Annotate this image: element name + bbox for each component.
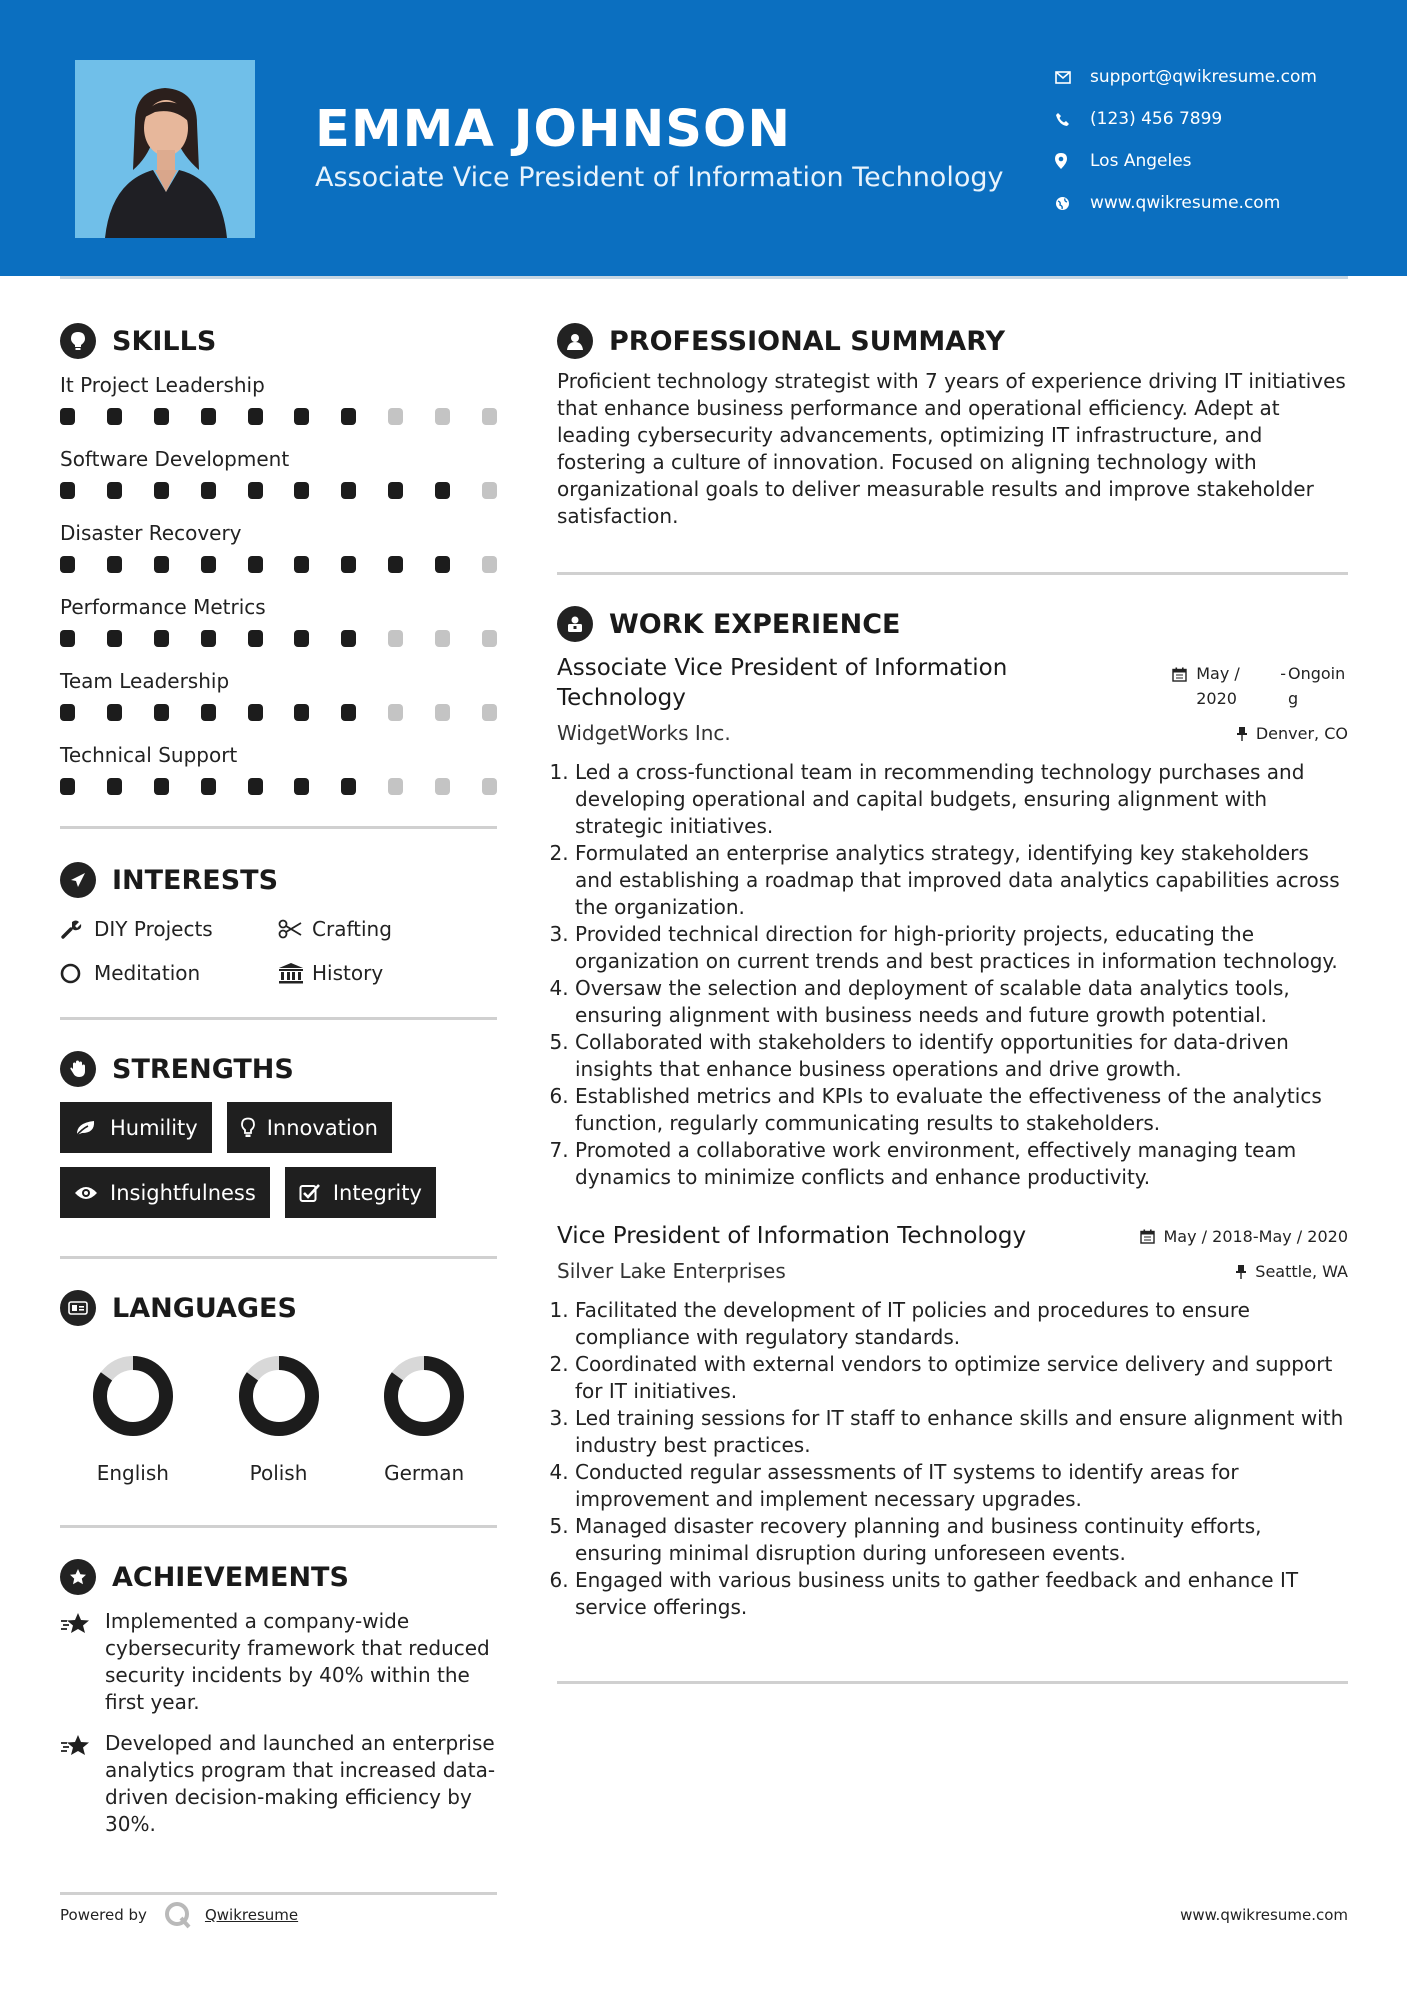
skill-dot-filled	[154, 704, 169, 721]
skill-dot-filled	[107, 556, 122, 573]
achievement-item	[60, 1730, 497, 1838]
interest-item	[278, 959, 497, 987]
job-subheader	[557, 721, 1348, 745]
skill-dot-filled	[341, 556, 356, 573]
scissors-icon	[278, 919, 312, 939]
qwikresume-logo-icon	[163, 1900, 193, 1930]
job-entry	[557, 1221, 1348, 1621]
skill-dot-filled	[294, 630, 309, 647]
circle-icon	[60, 963, 94, 984]
contact-email[interactable]	[1055, 56, 1317, 98]
briefcase-user-icon	[557, 606, 593, 642]
hand-icon	[60, 1051, 96, 1087]
strengths-heading	[60, 1050, 497, 1088]
job-bullet: 6. Established metrics and KPIs to evaluate the effectiveness of the analytics function, regularly communicating results to stakeholders.	[575, 1083, 1348, 1137]
skill-dot-filled	[388, 556, 403, 573]
skill-dot-empty	[482, 556, 497, 573]
language-item	[206, 1353, 352, 1485]
languages-heading	[60, 1289, 497, 1327]
job-date-start: May / 2020	[1196, 664, 1240, 708]
skill-name: Performance Metrics	[60, 595, 266, 619]
star-icon	[60, 1730, 105, 1838]
job-date	[1172, 653, 1348, 713]
leaf-icon	[74, 1119, 98, 1137]
bank-icon	[278, 962, 312, 984]
skill-dot-filled	[107, 704, 122, 721]
strength-label: Integrity	[332, 1180, 422, 1205]
skill-dot-empty	[482, 408, 497, 425]
skill-dot-filled	[248, 408, 263, 425]
job-title: Vice President of Information Technology	[557, 1223, 1027, 1249]
job-bullets	[557, 1297, 1348, 1621]
job-bullet: 5. Managed disaster recovery planning and business continuity efforts, ensuring minimal disruption during unforeseen events.	[575, 1513, 1348, 1567]
section-divider	[557, 1681, 1348, 1684]
skill-dot-filled	[60, 556, 75, 573]
contact-email-text: support@qwikresume.com	[1090, 67, 1317, 87]
skill-dot-filled	[294, 482, 309, 499]
contact-website-text: www.qwikresume.com	[1090, 193, 1281, 213]
skill-level-dots	[60, 474, 497, 518]
interests-heading	[60, 861, 497, 899]
job-bullet: 3. Led training sessions for IT staff to enhance skills and ensure alignment with industry best practices.	[575, 1405, 1348, 1459]
skill-dot-filled	[107, 630, 122, 647]
interest-label: Crafting	[312, 917, 392, 941]
language-level-ring	[381, 1353, 467, 1439]
summary-heading	[557, 322, 1348, 360]
powered-by-label: Powered by	[60, 1906, 147, 1924]
calendar-icon	[1140, 1229, 1155, 1244]
achievement-item	[60, 1608, 497, 1716]
experience-title: WORK EXPERIENCE	[609, 608, 901, 640]
skill-dot-filled	[341, 778, 356, 795]
star-badge-icon	[60, 1559, 96, 1595]
skill-dot-empty	[388, 408, 403, 425]
skill-dot-empty	[482, 630, 497, 647]
job-title: Associate Vice President of Information Technology	[557, 655, 1008, 711]
skill-dot-filled	[248, 556, 263, 573]
skill-dot-filled	[201, 704, 216, 721]
job-subheader	[557, 1259, 1348, 1283]
interest-label: History	[312, 961, 384, 985]
job-bullet: 2. Coordinated with external vendors to optimize service delivery and support for IT initiatives.	[575, 1351, 1348, 1405]
skill-dot-filled	[435, 482, 450, 499]
skill-dot-filled	[248, 778, 263, 795]
envelope-icon	[1055, 71, 1090, 84]
job-bullet: 5. Collaborated with stakeholders to identify opportunities for data-driven insights that enhance business operations and drive growth.	[575, 1029, 1348, 1083]
phone-icon	[1055, 112, 1090, 127]
skill-dot-filled	[294, 556, 309, 573]
profile-photo-image	[75, 60, 255, 238]
skill-dot-filled	[248, 704, 263, 721]
candidate-name: EMMA JOHNSON	[315, 100, 792, 159]
pushpin-icon	[1236, 726, 1248, 741]
experience-heading	[557, 605, 1348, 643]
language-item	[60, 1353, 206, 1485]
skill-dot-filled	[341, 704, 356, 721]
globe-icon	[1055, 196, 1090, 211]
resume-header	[0, 0, 1407, 276]
job-location-text: Seattle, WA	[1255, 1261, 1348, 1281]
section-divider	[60, 1892, 497, 1895]
wrench-icon	[60, 918, 94, 940]
skill-dot-filled	[107, 778, 122, 795]
id-card-icon	[60, 1290, 96, 1326]
job-entry	[557, 653, 1348, 1191]
skill-dot-empty	[388, 778, 403, 795]
skill-name: Technical Support	[60, 743, 238, 767]
skill-level-dots	[60, 622, 497, 666]
languages-list	[60, 1353, 497, 1485]
skill-dot-empty	[435, 778, 450, 795]
section-divider	[60, 826, 497, 829]
header-divider	[60, 276, 1348, 279]
skill-level-dots	[60, 400, 497, 444]
star-icon	[60, 1608, 105, 1716]
section-divider	[60, 1525, 497, 1528]
skill-dot-filled	[201, 556, 216, 573]
strength-tag	[60, 1167, 270, 1218]
skill-dot-filled	[435, 556, 450, 573]
skill-dot-filled	[248, 630, 263, 647]
skills-title: SKILLS	[112, 325, 217, 357]
interest-item	[60, 915, 278, 943]
skill-dot-filled	[201, 630, 216, 647]
skill-level-dots	[60, 770, 497, 814]
left-column	[60, 322, 497, 1838]
strength-label: Innovation	[266, 1115, 378, 1140]
skill-dot-filled	[341, 482, 356, 499]
job-bullet: 4. Oversaw the selection and deployment of scalable data analytics tools, ensuring alignment with business needs and future growth potential.	[575, 975, 1348, 1029]
strengths-title: STRENGTHS	[112, 1053, 294, 1085]
skill-dot-empty	[435, 630, 450, 647]
lightbulb-icon	[60, 323, 96, 359]
right-column	[557, 322, 1348, 1684]
skill-dot-empty	[482, 704, 497, 721]
achievement-text: Implemented a company-wide cybersecurity framework that reduced security incidents by 40% within the first year.	[105, 1609, 490, 1714]
skill-level-dots	[60, 548, 497, 592]
job-bullet: 3. Provided technical direction for high-priority projects, educating the organization on current trends and best practices in information technology.	[575, 921, 1348, 975]
skill-dot-filled	[107, 482, 122, 499]
job-company: WidgetWorks Inc.	[557, 721, 731, 745]
job-bullet: 1. Led a cross-functional team in recommending technology purchases and developing operational and capital budgets, ensuring alignment with strategic initiatives.	[575, 759, 1348, 840]
skill-dot-filled	[201, 778, 216, 795]
location-pin-icon	[1055, 153, 1090, 169]
job-bullet: 7. Promoted a collaborative work environment, effectively managing team dynamics to minimize conflicts and enhance productivity.	[575, 1137, 1348, 1191]
interest-item	[60, 959, 278, 987]
section-divider	[60, 1256, 497, 1259]
skill-dot-filled	[341, 408, 356, 425]
job-date-range: May / 2018-May / 2020	[1163, 1226, 1348, 1246]
skill-dot-filled	[341, 630, 356, 647]
pushpin-icon	[1235, 1264, 1247, 1279]
interest-item	[278, 915, 497, 943]
job-date-separator: -	[1280, 664, 1286, 683]
skill-dot-filled	[60, 408, 75, 425]
footer-url[interactable]: www.qwikresume.com	[1180, 1906, 1348, 1924]
contact-website[interactable]	[1055, 182, 1317, 224]
achievements-heading	[60, 1558, 497, 1596]
skill-name: Disaster Recovery	[60, 521, 242, 545]
strength-tag	[60, 1102, 212, 1153]
skill-dot-empty	[482, 482, 497, 499]
contact-phone-text: (123) 456 7899	[1090, 109, 1223, 129]
job-date	[1140, 1221, 1349, 1251]
skill-dot-empty	[435, 408, 450, 425]
skill-dot-empty	[482, 778, 497, 795]
job-bullet: 6. Engaged with various business units to gather feedback and enhance IT service offerings.	[575, 1567, 1348, 1621]
skill-dot-filled	[154, 482, 169, 499]
summary-title: PROFESSIONAL SUMMARY	[609, 325, 1006, 357]
skill-name: Team Leadership	[60, 669, 230, 693]
job-date-end: Ongoing	[1288, 664, 1346, 708]
skill-dot-filled	[60, 704, 75, 721]
interests-list	[60, 915, 497, 987]
language-name: English	[96, 1461, 169, 1485]
language-name: German	[384, 1461, 465, 1485]
skill-dot-filled	[201, 408, 216, 425]
user-icon	[557, 323, 593, 359]
job-location-text: Denver, CO	[1255, 723, 1348, 743]
job-bullet: 4. Conducted regular assessments of IT systems to identify areas for improvement and implement necessary upgrades.	[575, 1459, 1348, 1513]
strength-label: Insightfulness	[110, 1180, 256, 1205]
profile-photo	[75, 60, 255, 238]
section-divider	[60, 1017, 497, 1020]
interest-label: Meditation	[94, 961, 201, 985]
language-level-ring	[236, 1353, 322, 1439]
powered-by	[60, 1900, 298, 1930]
skill-dot-filled	[201, 482, 216, 499]
skill-dot-filled	[388, 482, 403, 499]
skill-dot-filled	[248, 482, 263, 499]
skill-dot-filled	[294, 778, 309, 795]
interests-title: INTERESTS	[112, 864, 279, 896]
job-location	[1235, 1259, 1348, 1283]
section-divider	[557, 572, 1348, 575]
language-name: Polish	[249, 1461, 308, 1485]
contact-location	[1055, 140, 1317, 182]
contact-list	[1055, 56, 1317, 224]
skill-dot-filled	[60, 778, 75, 795]
job-company: Silver Lake Enterprises	[557, 1259, 786, 1283]
interest-label: DIY Projects	[94, 917, 213, 941]
skills-heading	[60, 322, 497, 360]
skill-dot-filled	[294, 408, 309, 425]
skills-list	[60, 370, 497, 814]
contact-phone[interactable]	[1055, 98, 1317, 140]
job-location	[1236, 721, 1348, 745]
job-header	[557, 1221, 1348, 1251]
job-bullets	[557, 759, 1348, 1191]
skill-dot-filled	[154, 408, 169, 425]
skill-dot-filled	[60, 482, 75, 499]
skill-dot-filled	[107, 408, 122, 425]
skill-dot-filled	[60, 630, 75, 647]
languages-title: LANGUAGES	[112, 1292, 297, 1324]
job-bullet: 1. Facilitated the development of IT policies and procedures to ensure compliance with regulatory standards.	[575, 1297, 1348, 1351]
qwikresume-link[interactable]: Qwikresume	[204, 1906, 299, 1924]
skill-dot-filled	[154, 556, 169, 573]
calendar-icon	[1172, 661, 1187, 713]
lightbulb-icon	[241, 1117, 255, 1139]
skill-dot-empty	[388, 630, 403, 647]
checkbox-icon	[299, 1183, 321, 1203]
skill-dot-filled	[294, 704, 309, 721]
job-header	[557, 653, 1348, 713]
strength-tag	[285, 1167, 436, 1218]
skill-level-dots	[60, 696, 497, 740]
candidate-role: Associate Vice President of Information Technology	[315, 162, 1004, 193]
language-item	[351, 1353, 497, 1485]
job-bullet: 2. Formulated an enterprise analytics strategy, identifying key stakeholders and establishing a roadmap that improved data analytics capabilities across the organization.	[575, 840, 1348, 921]
contact-location-text: Los Angeles	[1090, 151, 1192, 171]
eye-icon	[74, 1185, 98, 1201]
skill-dot-filled	[154, 778, 169, 795]
skill-name: It Project Leadership	[60, 373, 265, 397]
paper-plane-icon	[60, 862, 96, 898]
skill-dot-empty	[435, 704, 450, 721]
strengths-list	[60, 1102, 497, 1218]
summary-text: Proficient technology strategist with 7 years of experience driving IT initiatives that enhance business performance and operational efficiency. Adept at leading cybersecurity advancements, optimizing IT infrastructure, and fostering a culture of innovation. Focused on aligning technology with organizational goals to deliver measurable results and improve stakeholder satisfaction.	[557, 369, 1346, 528]
achievement-text: Developed and launched an enterprise analytics program that increased data-driven decision-making efficiency by 30%.	[105, 1731, 496, 1836]
language-level-ring	[90, 1353, 176, 1439]
strength-label: Humility	[110, 1115, 198, 1140]
strength-tag	[227, 1102, 392, 1153]
achievements-title: ACHIEVEMENTS	[112, 1561, 349, 1593]
skill-name: Software Development	[60, 447, 290, 471]
skill-dot-filled	[154, 630, 169, 647]
skill-dot-empty	[388, 704, 403, 721]
